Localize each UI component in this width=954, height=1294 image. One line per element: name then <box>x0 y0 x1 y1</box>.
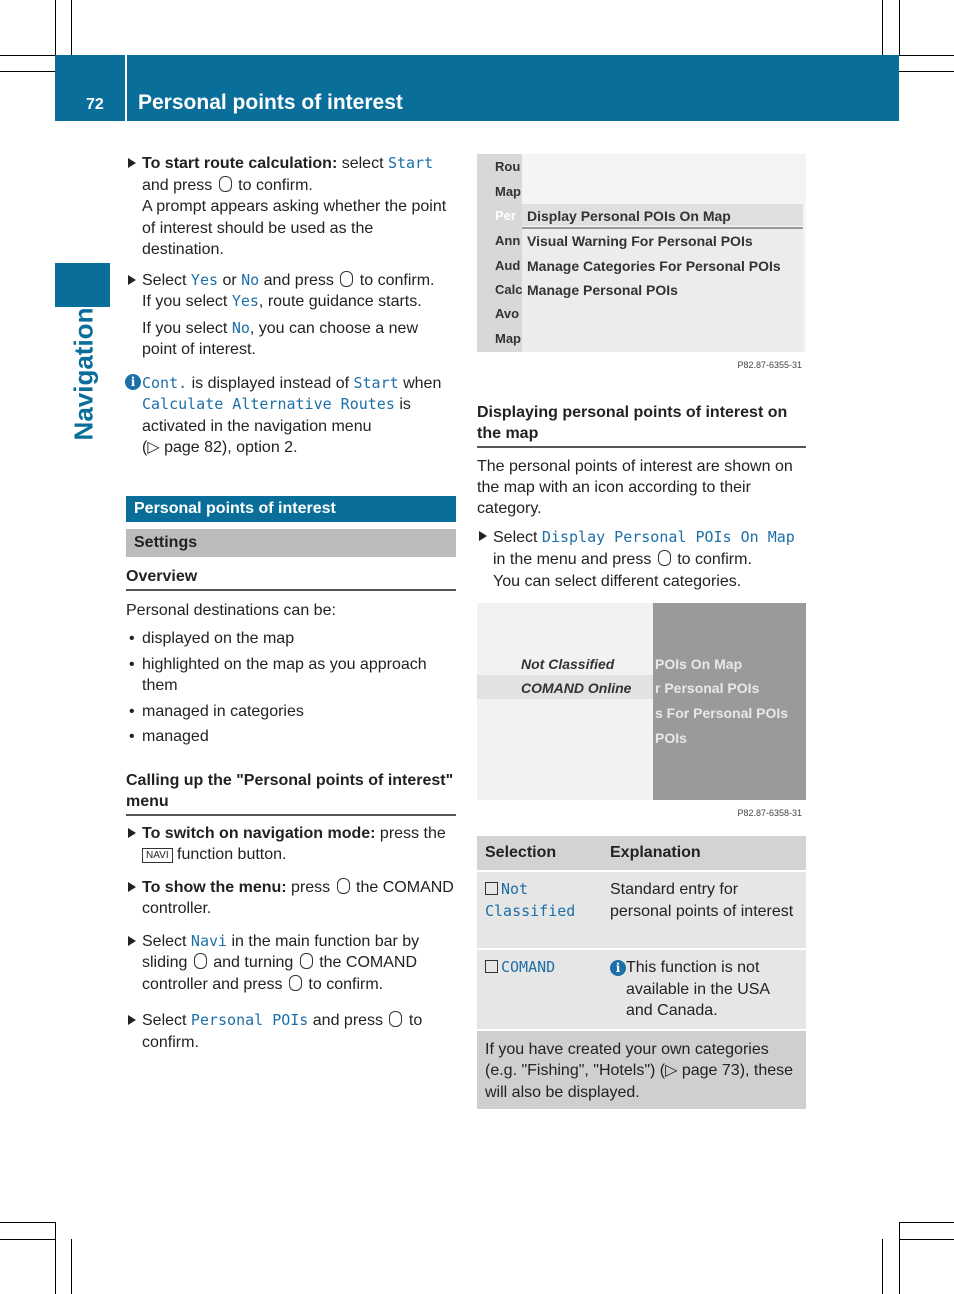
controller-press-icon <box>219 176 232 192</box>
step-start-route: To start route calculation: select Start and press to confirm. A prompt appears asking whether the point of interest should be used as the destination. <box>126 153 456 261</box>
screenshot-menu-item: Display Personal POIs On Map <box>527 208 731 224</box>
screenshot-menu-item: Visual Warning For Personal POIs <box>527 233 753 249</box>
overview-intro: Personal destinations can be: <box>126 601 336 619</box>
display-title: Displaying personal points of interest on the map <box>477 402 806 448</box>
list-item: • highlighted on the map as you approach them <box>126 654 456 697</box>
controller-slide-icon <box>194 953 207 969</box>
controller-press-icon <box>337 878 350 894</box>
screenshot-popup-item: COMAND Online <box>521 680 632 696</box>
crop-mark <box>899 71 954 72</box>
table-row <box>477 1030 806 1111</box>
step-navi-mode: To switch on navigation mode: press the NAVI function button. <box>126 823 456 866</box>
step-bold: To start route calculation: <box>142 155 338 172</box>
controller-press-icon <box>340 271 353 287</box>
screenshot-categories: Not Classified COMAND Online POIs On Map r Personal POIs s For Personal POIs POIs P82.87-6358-31 <box>477 603 806 823</box>
crop-mark <box>0 71 55 72</box>
crop-mark <box>71 0 72 55</box>
info-icon: i <box>125 374 141 390</box>
navi-key-icon: NAVI <box>142 848 173 863</box>
page-number: 72 <box>86 96 104 113</box>
table-header: Explanation <box>602 836 806 871</box>
side-tab <box>60 307 108 441</box>
crop-mark <box>899 0 900 55</box>
step-show-menu: To show the menu: press the COMAND controller. <box>126 877 456 920</box>
page-title: Personal points of interest <box>138 91 403 114</box>
list-item: • managed <box>126 726 456 748</box>
screenshot-caption: P82.87-6358-31 <box>737 808 802 818</box>
side-tab-marker <box>55 263 110 307</box>
calling-title: Calling up the "Personal points of interest" menu <box>126 770 456 816</box>
step-select-yes-no: Select Yes or No and press to confirm. If you select Yes, route guidance starts. If you select No, you can choose a new point of interest. <box>126 270 456 361</box>
crop-mark <box>55 1222 56 1294</box>
controller-press-icon <box>289 975 302 991</box>
step-note: A prompt appears asking whether the point of interest should be used as the destination. <box>142 198 447 258</box>
overview-title: Overview <box>126 566 456 591</box>
step-select-navi: Select Navi in the main function bar by sliding and turning the COMAND controller and press to confirm. <box>126 931 456 996</box>
menu-option: Start <box>387 154 434 172</box>
step-display-pois: Select Display Personal POIs On Map in the menu and press to confirm. You can select different categories. <box>477 526 823 593</box>
checkbox-icon <box>485 882 498 895</box>
crop-mark <box>882 0 883 55</box>
crop-mark <box>0 1239 55 1240</box>
crop-mark <box>882 1239 883 1294</box>
crop-mark <box>55 0 56 55</box>
settings-title: Settings <box>126 529 456 557</box>
step-select-personal-pois: Select Personal POIs and press to confirm. <box>126 1010 456 1053</box>
table-header: Selection <box>477 836 602 871</box>
display-text: The personal points of interest are shown on the map with an icon according to their category. <box>477 458 793 517</box>
table-cell: Standard entry for personal points of interest <box>602 871 806 949</box>
screenshot-caption: P82.87-6355-31 <box>737 360 802 370</box>
crop-mark <box>899 1239 954 1240</box>
crop-mark <box>71 1239 72 1294</box>
controller-press-icon <box>389 1011 402 1027</box>
left-column <box>126 153 456 1053</box>
controller-turn-icon <box>300 953 313 969</box>
crop-mark <box>899 55 954 56</box>
checkbox-icon <box>485 960 498 973</box>
screenshot-menu-item: Manage Personal POIs <box>527 282 678 298</box>
screenshot-menu-item: Manage Categories For Personal POIs <box>527 258 781 274</box>
list-item: • managed in categories <box>126 701 456 723</box>
table-row: Not Classified Standard entry for personal points of interest <box>477 871 806 949</box>
info-icon: i <box>610 960 626 976</box>
screenshot-personal-pois-menu: Rou Map Per Ann Aud Calc Avo Map Display Personal POIs On Map Visual Warning For Personal POIs Manage Categories For Personal POIs Manage Personal POIs P82.87-6355-31 <box>477 154 806 377</box>
table-row: COMAND i This function is not available in the USA and Canada. <box>477 949 806 1030</box>
crop-mark <box>899 1222 900 1294</box>
info-note: i Cont. is displayed instead of Start when Calculate Alternative Routes is activated in the navigation menu (▷ page 82), option 2. <box>126 373 456 459</box>
crop-mark <box>0 1222 55 1223</box>
section-title: Personal points of interest <box>126 496 456 522</box>
table-note: If you have created your own categories (e.g. "Fishing", "Hotels") (▷ page 73), these will also be displayed. <box>477 1030 806 1111</box>
side-tab-label: Navigation <box>68 307 99 441</box>
list-item: • displayed on the map <box>126 628 456 650</box>
screenshot-popup-item: Not Classified <box>521 656 615 672</box>
selection-table <box>477 836 806 1111</box>
controller-press-icon <box>658 550 671 566</box>
crop-mark <box>899 1222 954 1223</box>
crop-mark <box>0 55 55 56</box>
